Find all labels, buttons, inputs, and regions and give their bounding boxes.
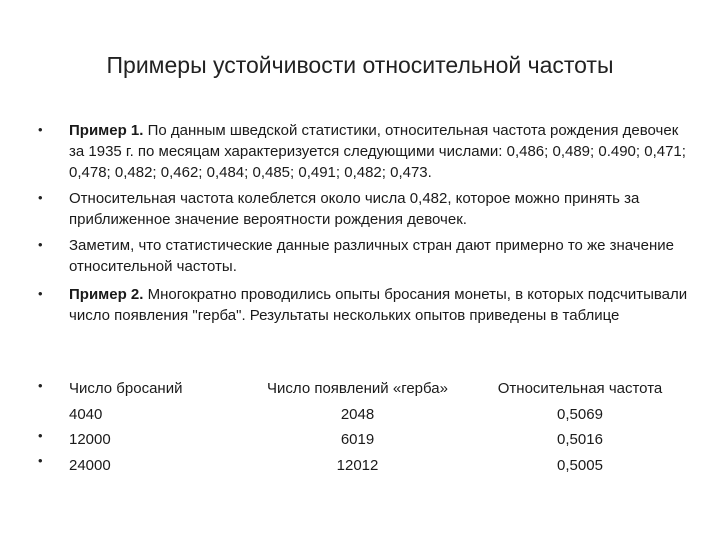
table-cell: 12012: [336, 456, 379, 474]
bullet-marker: •: [38, 190, 43, 205]
table-cell: 2048: [340, 405, 375, 423]
paragraph-text: Заметим, что статистические данные различных стран дают примерно то же значение относительной частоты.: [69, 237, 674, 275]
bullet-marker: •: [38, 237, 43, 252]
table-header: Относительная частота: [497, 380, 663, 397]
paragraph-remark: [69, 235, 694, 277]
paragraph-example-2: [69, 284, 694, 326]
bullet-marker: •: [38, 378, 43, 393]
table-cell: 0,5069: [557, 405, 603, 423]
table-cell: 0,5016: [557, 431, 603, 448]
table-header: Число появлений «герба»: [267, 380, 448, 397]
paragraph-text: Относительная частота колеблется около числа 0,482, которое можно принять за приближенное значение вероятности рождения девочек.: [69, 190, 640, 228]
paragraph-example-1: [69, 120, 694, 183]
bullet-marker: •: [38, 122, 43, 137]
table-column-heads: [250, 376, 465, 478]
paragraph-text: Многократно проводились опыты бросания монеты, в которых подсчитывали число появления "герба". Результаты нескольких опытов приведены в таблице: [69, 286, 688, 324]
example-label: Пример 2.: [69, 286, 144, 303]
bullet-marker: •: [38, 453, 43, 468]
table-cell: 24000: [69, 456, 111, 474]
example-label: Пример 1.: [69, 122, 144, 139]
table-cell: 4040: [69, 405, 103, 423]
bullet-marker: •: [38, 286, 43, 301]
slide-title: Примеры устойчивости относительной частоты: [106, 52, 614, 78]
table-header: Число бросаний: [69, 380, 183, 397]
paragraph-oscillation: [69, 188, 694, 230]
table-column-throws: [69, 376, 182, 478]
table-cell: 12000: [69, 431, 111, 448]
table-cell: 0,5005: [557, 456, 603, 474]
table-cell: 6019: [340, 431, 375, 448]
paragraph-text: По данным шведской статистики, относительная частота рождения девочек за 1935 г. по месяцам характеризуется следующими числами: 0,486; 0,489; 0.490; 0,471; 0,478; 0,482; 0,462; 0,484; 0,485; 0,491; 0,482; 0,473.: [69, 122, 686, 181]
bullet-marker: •: [38, 428, 43, 443]
table-column-relative-frequency: [485, 376, 675, 478]
